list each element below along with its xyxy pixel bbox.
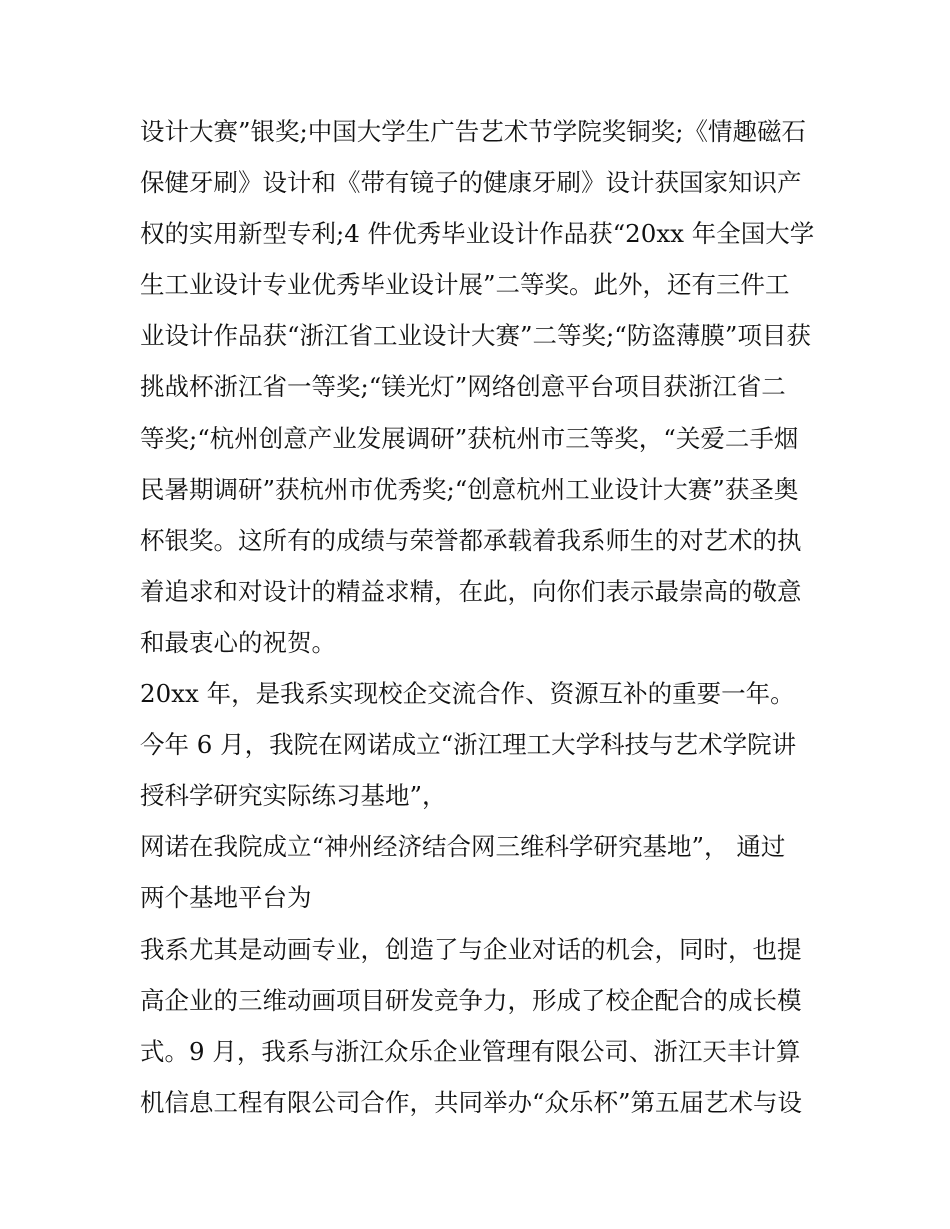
text-line: 我系尤其是动画专业，创造了与企业对话的机会，同时，也提 bbox=[140, 934, 802, 964]
text-line: 生工业设计专业优秀毕业设计展”二等奖。此外，还有三件工 bbox=[140, 270, 790, 300]
text-line: 授科学研究实际练习基地”， bbox=[140, 781, 447, 811]
text-line: 着追求和对设计的精益求精，在此，向你们表示最崇高的敬意 bbox=[140, 576, 802, 606]
text-line: 20xx 年，是我系实现校企交流合作、资源互补的重要一年。 bbox=[140, 679, 795, 709]
text-line: 设计大赛”银奖;中国大学生广告艺术节学院奖铜奖;《情趣磁石 bbox=[140, 117, 807, 146]
text-line: 和最衷心的祝贺。 bbox=[140, 627, 336, 657]
text-line: 网诺在我院成立“神州经济结合网三维科学研究基地”， 通过 bbox=[140, 832, 786, 862]
text-line: 杯银奖。这所有的成绩与荣誉都承载着我系师生的对艺术的执 bbox=[140, 525, 802, 555]
text-line: 高企业的三维动画项目研发竞争力，形成了校企配合的成长模 bbox=[140, 985, 802, 1015]
text-line: 机信息工程有限公司合作，共同举办“众乐杯”第五届艺术与设 bbox=[140, 1087, 803, 1117]
body-text bbox=[140, 106, 820, 1128]
text-line: 权的实用新型专利;4 件优秀毕业设计作品获“20xx 年全国大学 bbox=[140, 219, 815, 249]
text-line: 业设计作品获“浙江省工业设计大赛”二等奖;“防盗薄膜”项目获 bbox=[140, 321, 811, 351]
text-line: 保健牙刷》设计和《带有镜子的健康牙刷》设计获国家知识产 bbox=[140, 168, 802, 198]
text-line: 式。9 月，我系与浙江众乐企业管理有限公司、浙江天丰计算 bbox=[140, 1036, 801, 1066]
text-line: 两个基地平台为 bbox=[140, 883, 312, 913]
text-line: 挑战杯浙江省一等奖;“镁光灯”网络创意平台项目获浙江省二 bbox=[140, 372, 786, 402]
text-line: 民暑期调研”获杭州市优秀奖;“创意杭州工业设计大赛”获圣奥 bbox=[140, 474, 799, 504]
text-line: 等奖;“杭州创意产业发展调研”获杭州市三等奖，“关爱二手烟 bbox=[140, 423, 799, 453]
text-line: 今年 6 月，我院在网诺成立“浙江理工大学科技与艺术学院讲 bbox=[140, 730, 797, 760]
